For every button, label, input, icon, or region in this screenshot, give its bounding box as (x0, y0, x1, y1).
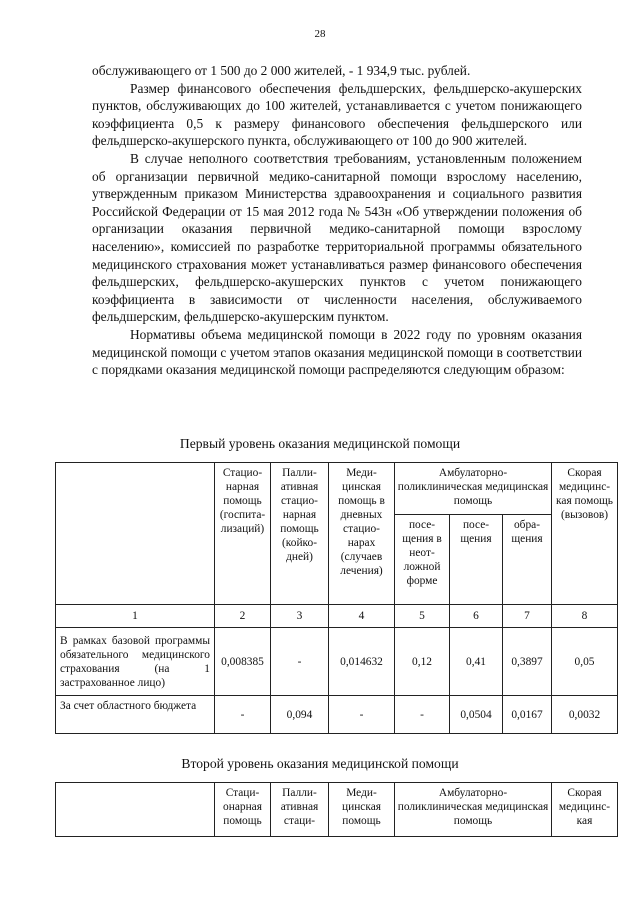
table-cell: 0,008385 (215, 628, 271, 696)
table1 (55, 462, 618, 734)
table2-header-ambulance: Скорая медицинс-кая (552, 783, 618, 837)
table-cell: 0,0504 (450, 696, 503, 734)
table2-header-blank (56, 783, 215, 837)
column-number: 7 (503, 605, 552, 628)
body-text (92, 62, 582, 379)
page-number: 28 (314, 28, 326, 40)
row-label: В рамках базовой программы обязательного медицинского страхования (на 1 застрахованное лицо) (56, 628, 215, 696)
table-cell: 0,12 (395, 628, 450, 696)
table2-header-palliative: Палли-ативная стаци- (271, 783, 329, 837)
table1-header-blank (56, 463, 215, 605)
table2-header-stationary: Стаци-онарная помощь (215, 783, 271, 837)
column-number: 1 (56, 605, 215, 628)
table2 (55, 782, 618, 837)
column-number: 6 (450, 605, 503, 628)
table1-header-stationary: Стацио-нарная помощь (госпита-лизаций) (215, 463, 271, 605)
table-cell: - (395, 696, 450, 734)
paragraph: обслуживающего от 1 500 до 2 000 жителей, - 1 934,9 тыс. рублей. (92, 63, 471, 78)
column-number: 2 (215, 605, 271, 628)
table-row (56, 628, 618, 696)
table1-caption: Первый уровень оказания медицинской помощи (179, 436, 461, 451)
table1-header-palliative: Палли-ативная стацио-нарная помощь (койко-дней) (271, 463, 329, 605)
paragraph: Нормативы объема медицинской помощи в 2022 году по уровням оказания медицинской помощи с учетом этапов оказания медицинской помощи в соответствии с порядками оказания медицинской помощи распределяются следующим образом: (92, 326, 582, 378)
table-cell: 0,014632 (329, 628, 395, 696)
table-cell: 0,3897 (503, 628, 552, 696)
column-number: 8 (552, 605, 618, 628)
table1-header-day-hospital: Меди-цинская помощь в дневных стацио-нарах (случаев лечения) (329, 463, 395, 605)
row-label: За счет областного бюджета (56, 696, 215, 734)
table-cell: 0,41 (450, 628, 503, 696)
table-cell: - (329, 696, 395, 734)
table-cell: 0,094 (271, 696, 329, 734)
column-number: 3 (271, 605, 329, 628)
table1-header-urgent-visits: посе-щения в неот-ложной форме (395, 515, 450, 605)
table-row (56, 696, 618, 734)
table1-header-appeals: обра-щения (503, 515, 552, 605)
column-number: 5 (395, 605, 450, 628)
paragraph: В случае неполного соответствия требованиям, установленным положением об организации первичной медико-санитарной помощи взрослому населению, утвержденным приказом Министерства здравоохранения и социального развития Российской Федерации от 15 мая 2012 года № 543н «Об утверждении положения об организации оказания первичной медико-санитарной помощи взрослому населению», комиссией по разработке территориальной программы обязательного медицинского страхования может устанавливаться размер финансового обеспечения фельдшерских, фельдшерско-акушерских пунктов с учетом понижающего коэффициента в зависимости от численности населения, обслуживаемого фельдшерским, фельдшерско-акушерским пунктом. (92, 150, 582, 325)
table-cell: 0,0167 (503, 696, 552, 734)
table2-header-day-hospital: Меди-цинская помощь (329, 783, 395, 837)
table1-header-outpatient: Амбулаторно-поликлиническая медицинская помощь (395, 463, 552, 515)
table1-header-ambulance: Скорая медицинс-кая помощь (вызовов) (552, 463, 618, 605)
table-cell: 0,0032 (552, 696, 618, 734)
table1-header-visits: посе-щения (450, 515, 503, 605)
table2-caption: Второй уровень оказания медицинской помощи (181, 756, 459, 771)
column-number: 4 (329, 605, 395, 628)
paragraph: Размер финансового обеспечения фельдшерских, фельдшерско-акушерских пунктов, обслуживающих до 100 жителей, устанавливается с учетом понижающего коэффициента 0,5 к размеру финансового обеспечения фельдшерского или фельдшерско-акушерского пункта, обслуживающего от 100 до 900 жителей. (92, 80, 582, 149)
table2-header-outpatient: Амбулаторно-поликлиническая медицинская помощь (395, 783, 552, 837)
table-cell: 0,05 (552, 628, 618, 696)
table-cell: - (215, 696, 271, 734)
table-cell: - (271, 628, 329, 696)
